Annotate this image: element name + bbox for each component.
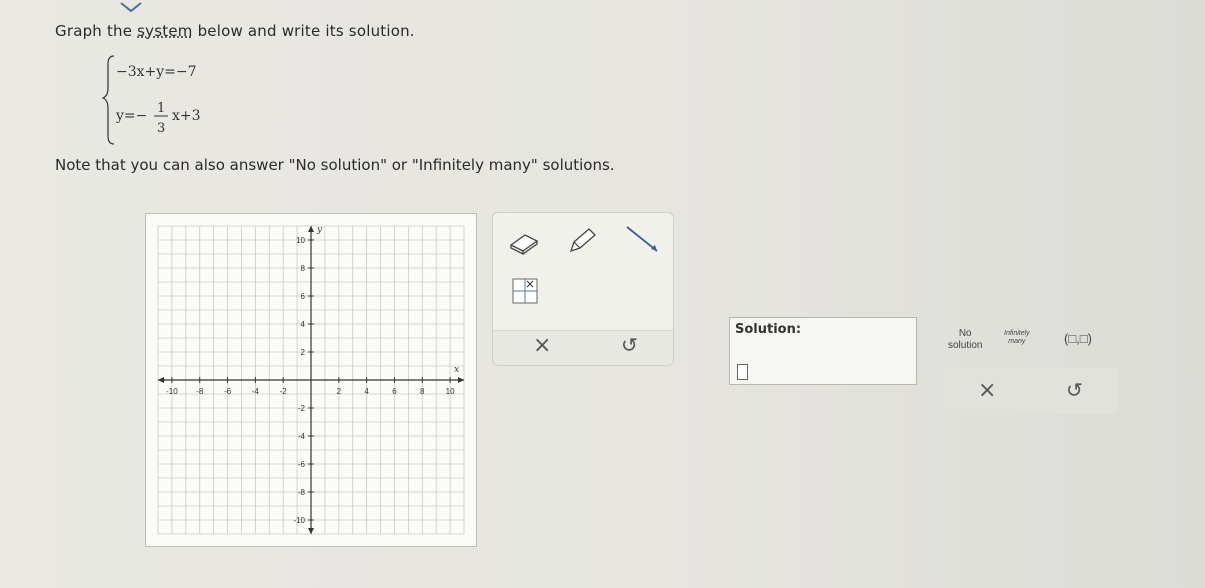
y-axis-arrow-down [308,528,314,534]
x-tick-label: 10 [445,387,455,396]
x-axis-arrow-right [458,377,464,383]
eraser-icon[interactable] [507,227,541,257]
y-tick-label: 10 [296,236,305,245]
undo-icon[interactable]: ↺ [621,333,638,357]
solution-box [729,317,917,385]
y-axis-label: y [317,225,323,235]
infinitely-line2: many [1008,338,1026,345]
solution-input[interactable] [737,364,748,380]
x-tick-label: 8 [420,387,425,396]
clear-icon[interactable]: × [533,333,552,358]
equation-2-lhs: y=− [116,108,148,124]
system-link[interactable]: system [137,22,193,40]
pencil-icon[interactable] [565,225,599,257]
x-tick-label: -4 [251,387,259,396]
tools-action-bar [493,330,673,365]
x-axis-label: x [454,365,460,375]
chevron-down-icon[interactable] [118,0,144,14]
equation-1: −3x+y=−7 [116,64,197,80]
y-axis-arrow-up [308,226,314,232]
no-solution-button[interactable] [948,328,982,352]
move-tool-icon[interactable] [511,277,539,305]
x-tick-label: 2 [336,387,342,396]
y-tick-label: -4 [297,432,305,441]
equation-2-numerator: 1 [157,101,166,116]
answer-action-bar [938,368,1118,414]
answer-options-panel [938,318,1118,416]
note-text: Note that you can also answer "No solution" or "Infinitely many" solutions. [55,156,615,174]
y-tick-label: -8 [297,488,305,497]
graph-area[interactable] [145,213,477,547]
y-tick-label: 8 [300,264,305,273]
no-solution-line2: solution [948,340,983,351]
graph-tools-panel [492,212,674,366]
equation-2-denominator: 3 [157,121,166,136]
question-prompt: Graph the system below and write its solution. [55,22,415,40]
infinitely-many-button[interactable] [1004,330,1030,346]
equation-system [100,50,300,150]
x-tick-label: -10 [166,387,178,396]
ordered-pair-button[interactable]: (□,□) [1064,331,1092,346]
equation-2-rhs: x+3 [172,108,201,124]
x-tick-label: -8 [196,387,204,396]
y-tick-label: 6 [300,292,305,301]
x-tick-label: 6 [392,387,397,396]
no-solution-line1: No [958,328,972,339]
y-tick-label: -6 [297,460,305,469]
y-tick-label: -2 [297,404,305,413]
clear-answer-icon[interactable]: × [978,378,997,403]
x-axis-arrow-left [158,377,164,383]
undo-answer-icon[interactable]: ↺ [1066,378,1083,402]
solution-label: Solution: [735,322,802,337]
x-tick-label: -2 [279,387,287,396]
y-tick-label: 2 [300,348,305,357]
y-tick-label: 4 [300,320,305,329]
x-tick-label: -6 [223,387,232,396]
line-tool-icon[interactable] [623,223,663,257]
infinitely-line1: Infinitely [1004,330,1030,337]
x-tick-label: 4 [364,387,369,396]
y-tick-label: -10 [293,516,305,525]
